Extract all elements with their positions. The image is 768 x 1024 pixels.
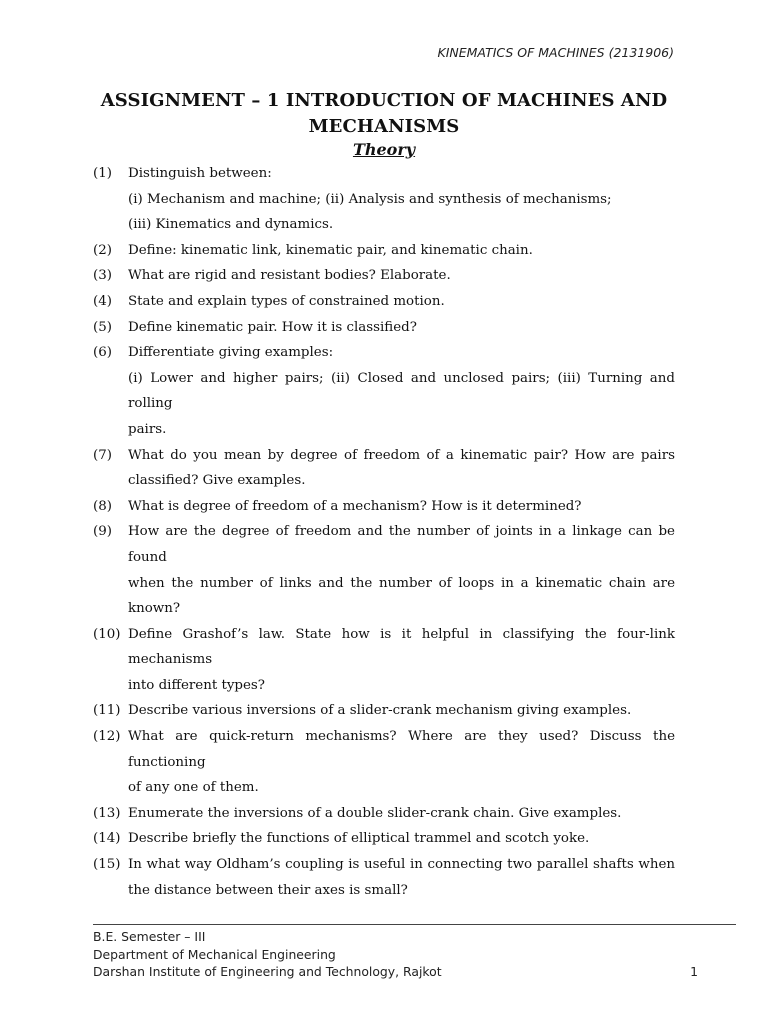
question-number: (14) <box>93 831 121 847</box>
question-number: (15) <box>93 857 121 873</box>
page-number: 1 <box>690 964 698 979</box>
question-line: (i) Lower and higher pairs; (ii) Closed and unclosed pairs; (iii) Turning and rolling <box>128 370 675 412</box>
question-item <box>93 315 675 341</box>
footer-department: Department of Mechanical Engineering <box>93 946 336 962</box>
question-text <box>128 494 675 520</box>
question-number: (9) <box>93 524 112 540</box>
question-line: How are the degree of freedom and the number of joints in a linkage can be found <box>128 524 675 565</box>
assignment-title: ASSIGNMENT – 1 INTRODUCTION OF MACHINES AND MECHANISMS <box>100 90 668 137</box>
page-footer <box>93 928 698 981</box>
question-line: State and explain types of constrained motion. <box>128 293 445 309</box>
question-text <box>128 519 675 621</box>
question-item <box>93 443 675 494</box>
footer-divider <box>93 924 736 925</box>
question-line: Define Grashof’s law. State how is it helpful in classifying the four-link mechanisms <box>128 626 675 668</box>
question-text <box>128 238 675 264</box>
question-line: Enumerate the inversions of a double slider-crank chain. Give examples. <box>128 805 622 821</box>
question-number: (13) <box>93 805 121 821</box>
question-line: Define kinematic pair. How it is classified? <box>128 319 417 335</box>
question-item <box>93 340 675 442</box>
question-line: What are quick-return mechanisms? Where are they used? Discuss the functioning <box>128 729 675 770</box>
footer-semester: B.E. Semester – III <box>93 929 206 944</box>
question-number: (8) <box>93 498 112 514</box>
question-text <box>128 852 675 903</box>
question-text <box>128 340 675 442</box>
question-item <box>93 801 675 827</box>
question-item <box>93 698 675 724</box>
question-line: (i) Mechanism and machine; (ii) Analysis and synthesis of mechanisms; <box>128 191 612 207</box>
question-number: (7) <box>93 447 112 463</box>
question-number: (3) <box>93 268 112 284</box>
question-line: of any one of them. <box>128 780 259 796</box>
question-text <box>128 443 675 494</box>
question-number: (1) <box>93 166 112 181</box>
question-number: (6) <box>93 345 112 361</box>
question-line: Describe various inversions of a slider-crank mechanism giving examples. <box>128 703 632 719</box>
question-line: when the number of links and the number of loops in a kinematic chain are <box>128 575 675 591</box>
question-number: (5) <box>93 319 112 335</box>
question-text <box>128 263 675 289</box>
question-item <box>93 724 675 801</box>
question-item <box>93 494 675 520</box>
question-line: pairs. <box>128 421 167 437</box>
question-item <box>93 826 675 852</box>
footer-institute: Darshan Institute of Engineering and Technology, Rajkot <box>93 964 442 979</box>
question-text <box>128 161 675 238</box>
question-text <box>128 826 675 852</box>
section-heading: Theory <box>352 140 416 159</box>
footer-institute-row <box>93 963 698 981</box>
question-line: What is degree of freedom of a mechanism? How is it determined? <box>128 498 582 514</box>
question-text <box>128 724 675 801</box>
question-line: Distinguish between: <box>128 166 272 181</box>
question-line: the distance between their axes is small? <box>128 882 408 898</box>
question-item <box>93 622 675 699</box>
question-line: Define: kinematic link, kinematic pair, and kinematic chain. <box>128 242 533 258</box>
question-item <box>93 161 675 238</box>
question-text <box>128 801 675 827</box>
question-number: (11) <box>93 703 121 719</box>
question-text <box>128 698 675 724</box>
question-line: (iii) Kinematics and dynamics. <box>128 217 334 233</box>
question-item <box>93 238 675 264</box>
question-list <box>93 161 675 903</box>
question-number: (2) <box>93 242 112 258</box>
question-line: into different types? <box>128 677 265 693</box>
question-line: Describe briefly the functions of elliptical trammel and scotch yoke. <box>128 831 590 847</box>
question-text <box>128 315 675 341</box>
question-text <box>128 289 675 315</box>
running-header: KINEMATICS OF MACHINES (2131906) <box>437 45 674 60</box>
question-text <box>128 622 675 699</box>
question-number: (12) <box>93 729 121 745</box>
question-line: known? <box>128 601 181 617</box>
question-number: (10) <box>93 626 121 642</box>
question-item <box>93 852 675 903</box>
question-number: (4) <box>93 293 112 309</box>
question-line: What do you mean by degree of freedom of a kinematic pair? How are pairs <box>128 447 675 463</box>
question-item <box>93 289 675 315</box>
question-line: In what way Oldham’s coupling is useful in connecting two parallel shafts when <box>128 857 675 873</box>
question-line: Differentiate giving examples: <box>128 345 334 361</box>
question-item <box>93 263 675 289</box>
question-line: What are rigid and resistant bodies? Elaborate. <box>128 268 451 284</box>
question-item <box>93 519 675 621</box>
question-line: classified? Give examples. <box>128 473 306 489</box>
